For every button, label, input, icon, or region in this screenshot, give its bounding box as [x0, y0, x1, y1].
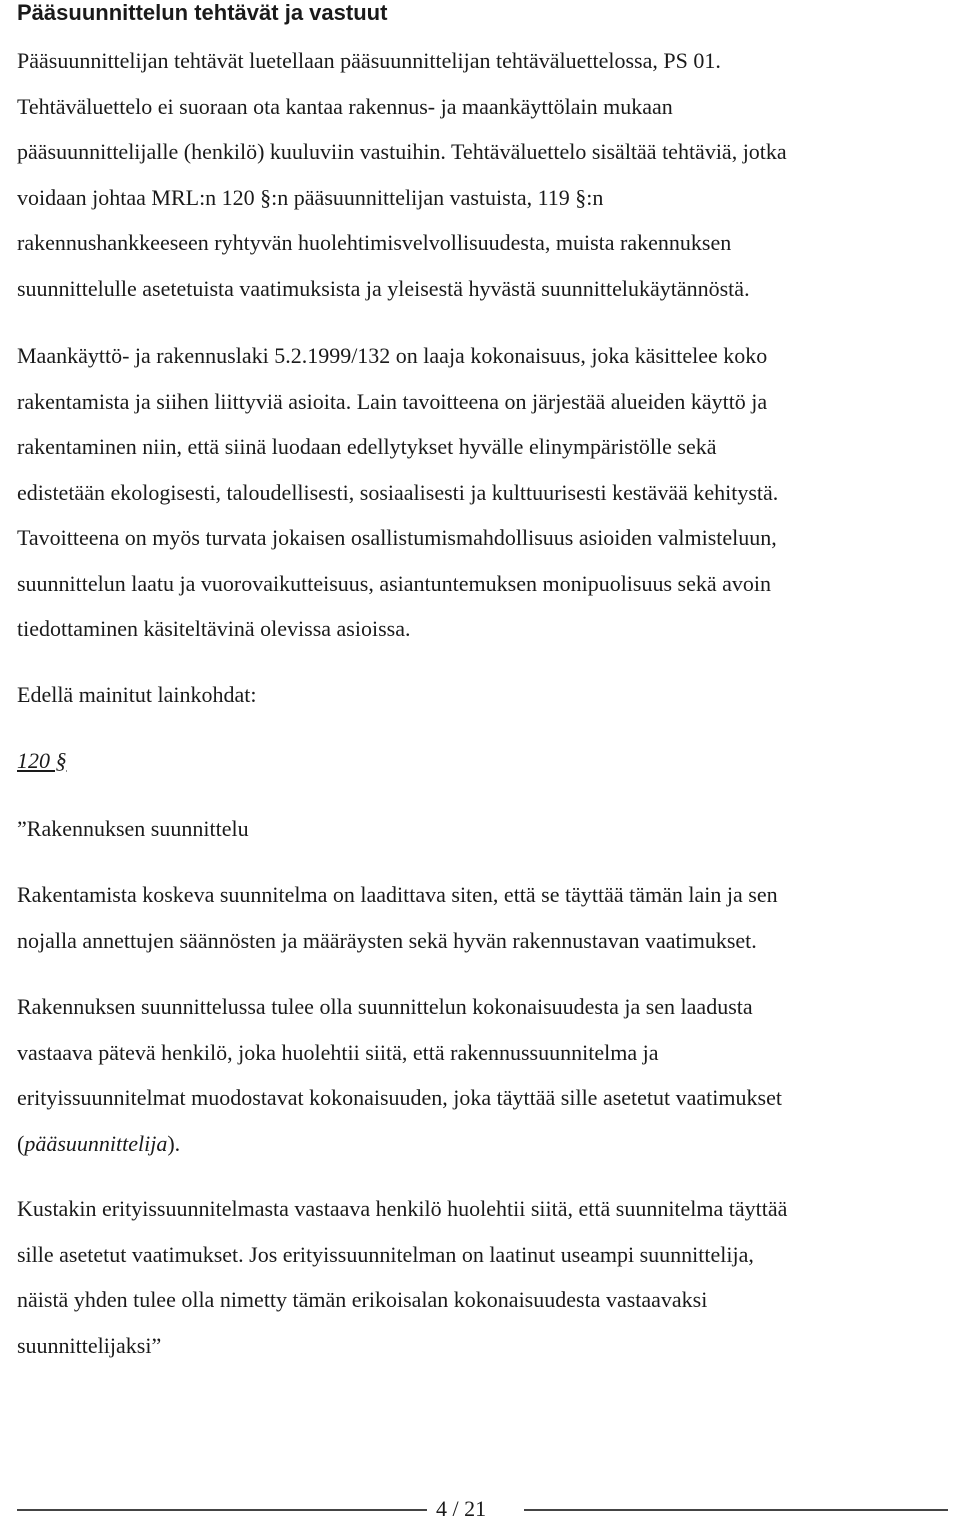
footer-rule-right — [524, 1509, 948, 1511]
paragraph-section-3 — [17, 1186, 947, 1368]
text-line: rakentamista ja siihen liittyviä asioita. Lain tavoitteena on järjestää alueiden käyttö ja — [17, 388, 768, 414]
footer-rule-left — [17, 1509, 427, 1511]
text-line: Tavoitteena on myös turvata jokaisen osallistumismahdollisuus asioiden valmisteluun, — [17, 525, 777, 550]
text-line: ”Rakennuksen suunnittelu — [17, 816, 249, 841]
text-line: suunnittelulle asetetuista vaatimuksista ja yleisestä hyvästä suunnittelukäytännöstä. — [17, 275, 750, 301]
text-line: edistetään ekologisesti, taloudellisesti, sosiaalisesti ja kulttuurisesti kestävää kehitystä. — [17, 479, 779, 505]
paragraph-section-1 — [17, 872, 947, 963]
section-heading: Pääsuunnittelun tehtävät ja vastuut — [17, 0, 388, 25]
text-line: vastaava pätevä henkilö, joka huolehtii siitä, että rakennussuunnitelma ja — [17, 1039, 659, 1065]
text-line: rakennushankkeeseen ryhtyvän huolehtimisvelvollisuudesta, muista rakennuksen — [17, 230, 732, 255]
text-line: Rakentamista koskeva suunnitelma on laadittava siten, että se täyttää tämän lain ja sen — [17, 882, 778, 907]
text-line: näistä yhden tulee olla nimetty tämän erikoisalan kokonaisuudesta vastaavaksi — [17, 1287, 708, 1312]
text-line: tiedottaminen käsiteltävinä olevissa asioissa. — [17, 616, 411, 641]
text-line: suunnittelun laatu ja vuorovaikutteisuus, asiantuntemuksen monipuolisuus sekä avoin — [17, 570, 772, 596]
italic-term: pääsuunnittelija — [24, 1130, 168, 1156]
text-line: sille asetetut vaatimukset. Jos erityissuunnitelman on laatinut useampi suunnittelija, — [17, 1241, 754, 1267]
text-line: Edellä mainitut lainkohdat: — [17, 682, 257, 707]
text-line: erityissuunnitelmat muodostavat kokonaisuuden, joka täyttää sille asetetut vaatimukset — [17, 1085, 782, 1110]
text-line: Maankäyttö- ja rakennuslaki 5.2.1999/132 on laaja kokonaisuus, joka käsittelee koko — [17, 343, 768, 368]
text-line: Rakennuksen suunnittelussa tulee olla suunnittelun kokonaisuudesta ja sen laadusta — [17, 994, 753, 1019]
paragraph-law-overview — [17, 333, 947, 652]
text-line: rakentaminen niin, että siinä luodaan edellytykset hyvälle elinympäristölle sekä — [17, 434, 717, 459]
text-line: nojalla annettujen säännösten ja määräysten sekä hyvän rakennustavan vaatimukset. — [17, 927, 757, 953]
section-number: 120 § — [17, 748, 67, 773]
text-line: voidaan johtaa MRL:n 120 §:n pääsuunnittelijan vastuista, 119 §:n — [17, 184, 604, 210]
text-line: Kustakin erityissuunnitelmasta vastaava henkilö huolehtii siitä, että suunnitelma täyttää — [17, 1196, 788, 1221]
paragraph-section-2 — [17, 984, 947, 1166]
text-line — [17, 1121, 947, 1167]
paragraph-intro — [17, 38, 947, 311]
text-line: suunnittelijaksi” — [17, 1332, 162, 1358]
paragraph-references-intro — [17, 672, 947, 718]
text-line: Tehtäväluettelo ei suoraan ota kantaa rakennus- ja maankäyttölain mukaan — [17, 93, 673, 119]
paren-open: ( — [17, 1130, 25, 1156]
text-line: Pääsuunnittelijan tehtävät luetellaan pääsuunnittelijan tehtäväluettelossa, PS 01. — [17, 48, 721, 73]
text-line: pääsuunnittelijalle (henkilö) kuuluviin vastuihin. Tehtäväluettelo sisältää tehtäviä, jotka — [17, 139, 787, 164]
section-title — [17, 806, 947, 852]
paren-close: ). — [167, 1130, 181, 1156]
section-reference — [17, 738, 947, 784]
page-number: 4 / 21 — [436, 1496, 487, 1521]
